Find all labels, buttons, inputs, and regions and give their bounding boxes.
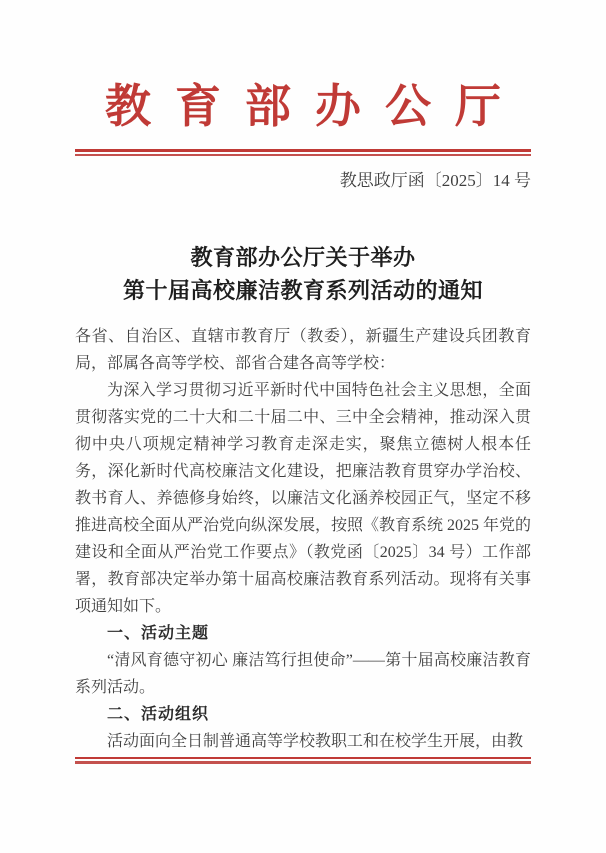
document-title (0, 241, 606, 307)
opening-paragraph: 为深入学习贯彻习近平新时代中国特色社会主义思想，全面贯彻落实党的二十大和二十届二中、三中全会精神，推动深入贯彻中央八项规定精神学习教育走深走实，聚焦立德树人根本任务，深化新时代高校廉洁文化建设，把廉洁教育贯穿办学治校、教书育人、养德修身始终，以廉洁文化涵养校园正气，坚定不移推进高校全面从严治党向纵深发展，按照《教育系统 2025 年党的建设和全面从严治党工作要点》（教党函〔2025〕34 号）工作部署，教育部决定举办第十届高校廉洁教育系列活动。现将有关事项通知如下。 (75, 382, 532, 615)
document-title-line2: 第十届高校廉洁教育系列活动的通知 (122, 278, 483, 303)
letterhead-agency-title: 教育部办公厅 (105, 81, 525, 132)
document-number: 教思政厅函〔2025〕14 号 (339, 171, 531, 190)
document-body (75, 323, 531, 755)
recipients-line: 各省、自治区、直辖市教育厅（教委），新疆生产建设兵团教育局，部属各高等学校、部省合建各高等学校： (75, 328, 531, 372)
section-2-text: 活动面向全日制普通高等学校教职工和在校学生开展，由教 (107, 733, 524, 750)
red-divider-bottom (75, 757, 531, 764)
document-title-line1: 教育部办公厅关于举办 (190, 245, 416, 270)
section-2-heading: 二、活动组织 (107, 706, 210, 723)
section-1-heading: 一、活动主题 (107, 625, 210, 642)
section-1-text: “清风育德守初心 廉洁笃行担使命”——第十届高校廉洁教育系列活动。 (75, 652, 531, 696)
red-divider-top (75, 149, 531, 156)
